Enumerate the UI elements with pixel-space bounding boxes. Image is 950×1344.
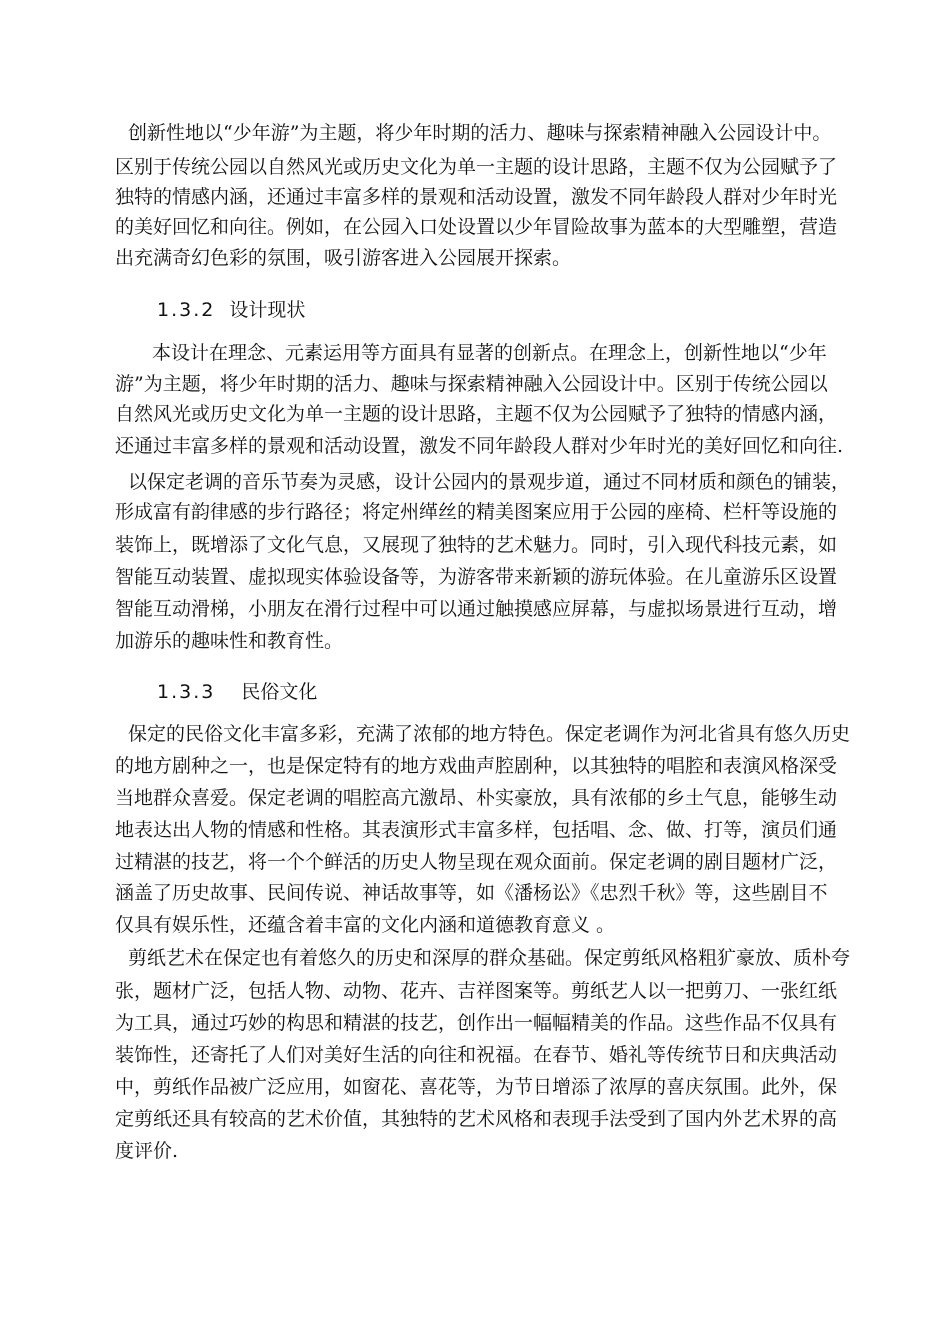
section-number: 1.3.3 (157, 681, 216, 703)
paragraph-line: 张，题材广泛，包括人物、动物、花卉、吉祥图案等。剪纸艺人以一把剪刀、一张红纸 (115, 980, 838, 1002)
paragraph-line: 区别于传统公园以自然风光或历史文化为单一主题的设计思路，主题不仅为公园赋予了 (115, 156, 838, 178)
section-heading-1-3-2 (157, 298, 305, 322)
paragraph-line: 定剪纸还具有较高的艺术价值，其独特的艺术风格和表现手法受到了国内外艺术界的高 (115, 1108, 838, 1130)
paragraph-line: 还通过丰富多样的景观和活动设置，激发不同年龄段人群对少年时光的美好回忆和向往. (115, 435, 844, 457)
paragraph-line: 剪纸艺术在保定也有着悠久的历史和深厚的群众基础。保定剪纸风格粗犷豪放、质朴夸 (128, 947, 851, 969)
paragraph-line: 为工具，通过巧妙的构思和精湛的技艺，创作出一幅幅精美的作品。这些作品不仅具有 (115, 1012, 838, 1034)
paragraph-line: 出充满奇幻色彩的氛围，吸引游客进入公园展开探索。 (115, 247, 572, 269)
paragraph-line: 当地群众喜爱。保定老调的唱腔高亢激昂、朴实豪放，具有浓郁的乡土气息，能够生动 (115, 787, 838, 809)
paragraph-line: 保定的民俗文化丰富多彩，充满了浓郁的地方特色。保定老调作为河北省具有悠久历史 (128, 723, 851, 745)
paragraph-line: 智能互动滑梯，小朋友在滑行过程中可以通过触摸感应屏幕，与虚拟场景进行互动，增 (115, 598, 838, 620)
section-title: 民俗文化 (241, 681, 318, 703)
paragraph-line: 本设计在理念、元素运用等方面具有显著的创新点。在理念上，创新性地以“少年 (152, 342, 827, 364)
paragraph-line: 智能互动装置、虚拟现实体验设备等，为游客带来新颖的游玩体验。在儿童游乐区设置 (115, 566, 838, 588)
paragraph-line: 的美好回忆和向往。例如，在公园入口处设置以少年冒险故事为蓝本的大型雕塑，营造 (115, 216, 838, 238)
section-number: 1.3.2 (157, 299, 216, 321)
paragraph-line: 装饰性，还寄托了人们对美好生活的向往和祝福。在春节、婚礼等传统节日和庆典活动 (115, 1044, 838, 1066)
paragraph-line: 过精湛的技艺，将一个个鲜活的历史人物呈现在观众面前。保定老调的剧目题材广泛， (115, 851, 838, 873)
paragraph-line: 涵盖了历史故事、民间传说、神话故事等，如《潘杨讼》《忠烈千秋》等，这些剧目不 (115, 882, 828, 904)
paragraph-line: 加游乐的趣味性和教育性。 (115, 630, 344, 652)
paragraph-line: 游”为主题，将少年时期的活力、趣味与探索精神融入公园设计中。区别于传统公园以 (115, 373, 828, 395)
paragraph-line: 仅具有娱乐性，还蕴含着丰富的文化内涵和道德教育意义 。 (115, 914, 616, 936)
paragraph-line: 形成富有韵律感的步行路径；将定州缂丝的精美图案应用于公园的座椅、栏杆等设施的 (115, 501, 838, 523)
paragraph-line: 度评价. (115, 1140, 179, 1162)
paragraph-line: 的地方剧种之一，也是保定特有的地方戏曲声腔剧种，以其独特的唱腔和表演风格深受 (115, 755, 838, 777)
paragraph-line: 自然风光或历史文化为单一主题的设计思路，主题不仅为公园赋予了独特的情感内涵， (115, 403, 838, 425)
paragraph-line: 创新性地以“少年游”为主题，将少年时期的活力、趣味与探索精神融入公园设计中。 (128, 122, 832, 144)
section-title: 设计现状 (229, 299, 306, 321)
section-heading-1-3-3 (157, 680, 317, 704)
paragraph-line: 地表达出人物的情感和性格。其表演形式丰富多样，包括唱、念、做、打等，演员们通 (115, 819, 838, 841)
paragraph-line: 以保定老调的音乐节奏为灵感，设计公园内的景观步道，通过不同材质和颜色的铺装， (128, 471, 851, 493)
paragraph-line: 中，剪纸作品被广泛应用，如窗花、喜花等，为节日增添了浓厚的喜庆氛围。此外，保 (115, 1076, 838, 1098)
paragraph-line: 独特的情感内涵，还通过丰富多样的景观和活动设置，激发不同年龄段人群对少年时光 (115, 186, 838, 208)
paragraph-line: 装饰上，既增添了文化气息，又展现了独特的艺术魅力。同时，引入现代科技元素，如 (115, 534, 838, 556)
